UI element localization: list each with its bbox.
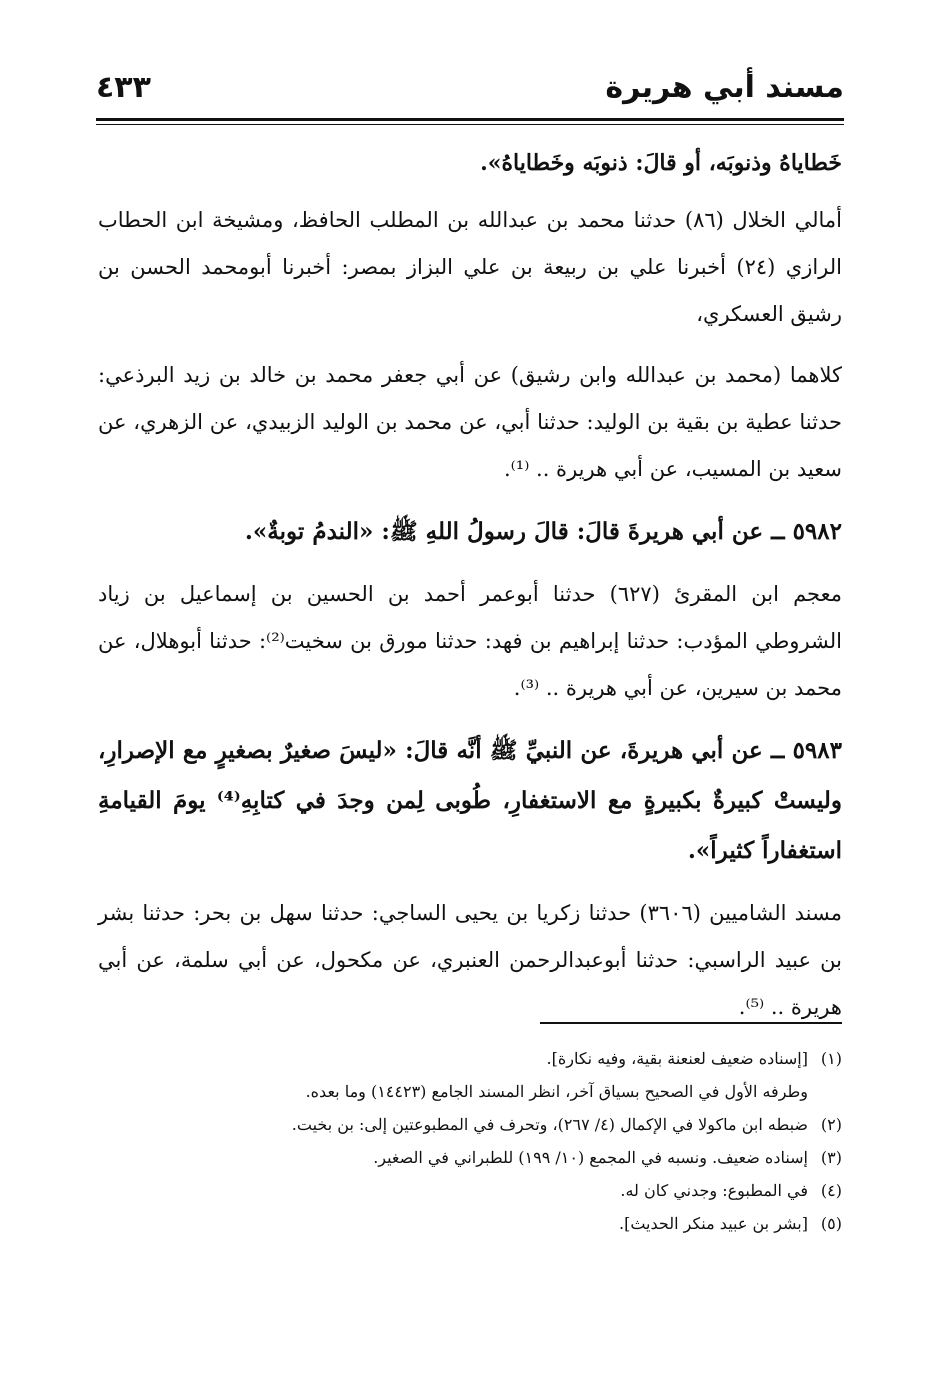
footnote-number: (١) bbox=[820, 1049, 842, 1068]
source-paragraph: أمالي الخلال (٨٦) حدثنا محمد بن عبدالله بن المطلب الحافظ، ومشيخة ابن الحطاب الرازي (٢٤) أخبرنا علي بن ربيعة بن علي البزاز بمصر: أخبرنا أبومحمد الحسن بن رشيق العسكري، bbox=[98, 208, 842, 326]
footnote-number: (٥) bbox=[820, 1214, 842, 1233]
page-number: ٤٣٣ bbox=[96, 70, 151, 105]
running-title: مسند أبي هريرة bbox=[605, 70, 844, 105]
footnote-1-continuation bbox=[180, 1075, 842, 1108]
page-header bbox=[96, 64, 844, 118]
paragraph-continuation: خَطاياهُ وذنوبَه، أو قالَ: ذنوبَه وخَطاياهُ». bbox=[480, 150, 842, 176]
footnote-number: (٤) bbox=[820, 1181, 842, 1200]
main-text bbox=[98, 140, 842, 1045]
hadith-5982: ٥٩٨٢ ــ عن أبي هريرةَ قالَ: قالَ رسولُ اللهِ ﷺ: «الندمُ توبةٌ». bbox=[244, 518, 842, 545]
footnote-text: في المطبوع: وجدني كان له. bbox=[620, 1181, 808, 1200]
hadith-5983: ٥٩٨٣ ــ عن أبي هريرةَ، عن النبيِّ ﷺ أنَّه قالَ: «ليسَ صغيرٌ بصغيرٍ مع الإصرارِ، وليستْ كبيرةٌ بكبيرةٍ مع الاستغفارِ، طُوبى لِمن وجدَ في كتابِهِ⁽⁴⁾ يومَ القيامةِ استغفاراً كثيراً». bbox=[98, 737, 842, 864]
source-paragraph: معجم ابن المقرئ (٦٢٧) حدثنا أبوعمر أحمد بن الحسين بن إسماعيل بن زياد الشروطي المؤدب: حدثنا إبراهيم بن فهد: حدثنا مورق بن سخيت⁽²⁾: حدثنا أبوهلال، عن محمد بن سيرين، عن أبي هريرة .. ⁽³⁾. bbox=[98, 582, 842, 700]
footnote-text: ضبطه ابن ماكولا في الإكمال (٤/ ٢٦٧)، وتحرف في المطبوعتين إلى: بن بخيت. bbox=[291, 1115, 808, 1134]
footnote-3 bbox=[180, 1141, 842, 1174]
footnote-4 bbox=[180, 1174, 842, 1207]
source-paragraph: مسند الشاميين (٣٦٠٦) حدثنا زكريا بن يحيى الساجي: حدثنا سهل بن بحر: حدثنا بشر بن عبيد الراسبي: حدثنا أبوعبدالرحمن العنبري، عن مكحول، عن أبي سلمة، عن أبي هريرة .. ⁽⁵⁾. bbox=[98, 901, 842, 1019]
footnote-text: [بشر بن عبيد منكر الحديث]. bbox=[619, 1214, 808, 1233]
footnote-5 bbox=[180, 1207, 842, 1240]
footnote-text: إسناده ضعيف. ونسبه في المجمع (١٠/ ١٩٩) للطبراني في الصغير. bbox=[373, 1148, 808, 1167]
footnote-text: [إسناده ضعيف لعنعنة بقية، وفيه نكارة]. bbox=[546, 1049, 808, 1068]
footnote-text: وطرفه الأول في الصحيح بسياق آخر، انظر المسند الجامع (١٤٤٢٣) وما بعده. bbox=[305, 1082, 808, 1101]
header-rule-thin bbox=[96, 124, 844, 125]
footnotes bbox=[180, 1042, 842, 1240]
footnote-2 bbox=[180, 1108, 842, 1141]
source-paragraph: كلاهما (محمد بن عبدالله وابن رشيق) عن أبي جعفر محمد بن خالد بن زيد البرذعي: حدثنا عطية بن بقية بن الوليد: حدثنا أبي، عن محمد بن الوليد الزبيدي، عن الزهري، عن سعيد بن المسيب، عن أبي هريرة .. ⁽¹⁾. bbox=[98, 363, 842, 481]
footnote-separator bbox=[540, 1022, 842, 1024]
footnote-number: (٢) bbox=[820, 1115, 842, 1134]
header-rule bbox=[96, 118, 844, 121]
footnote-1 bbox=[180, 1042, 842, 1075]
footnote-number: (٣) bbox=[820, 1148, 842, 1167]
